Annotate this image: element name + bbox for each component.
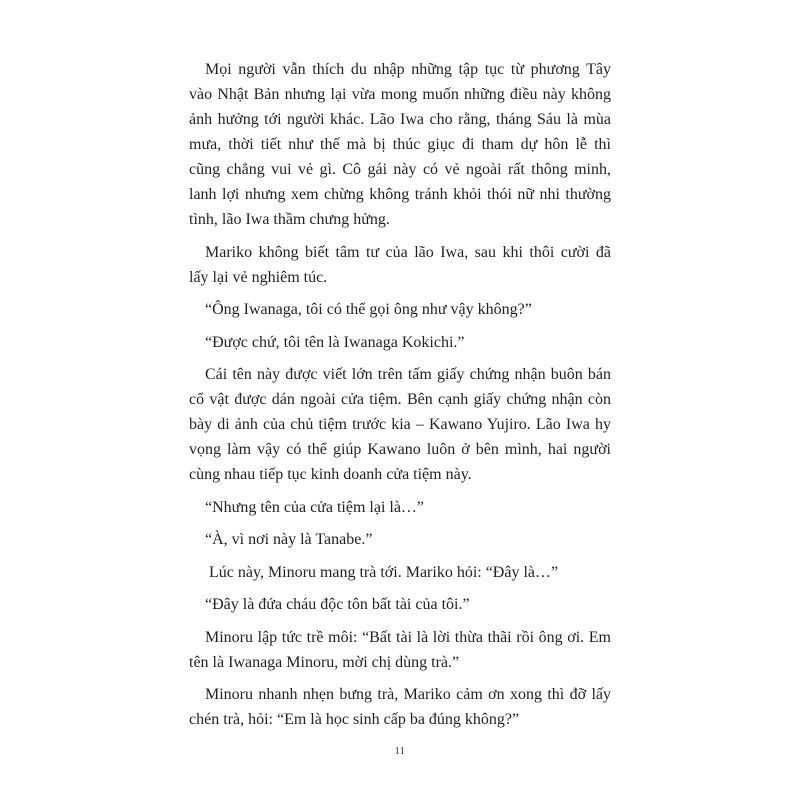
- paragraph-line: Minoru nhanh nhẹn bưng trà, Mariko cảm ơn xong thì đỡ lấy: [205, 686, 611, 703]
- paragraph-line: “Nhưng tên của cửa tiệm lại là…”: [205, 498, 425, 516]
- paragraph-line: “Được chứ, tôi tên là Iwanaga Kokichi.”: [205, 333, 465, 351]
- paragraph-line: vào Nhật Bản nhưng lại vừa mong muốn những điều này không: [189, 86, 611, 103]
- paragraph: [189, 362, 611, 487]
- paragraph-line: “Đây là đứa cháu độc tôn bất tài của tôi.”: [205, 596, 470, 613]
- paragraph-line: tên là Iwanaga Minoru, mời chị dùng trà.”: [189, 653, 460, 671]
- paragraph-line: bày di ảnh của chủ tiệm trước kia – Kawano Yujiro. Lão Iwa hy: [189, 416, 611, 433]
- paragraph-line: cổ vật được dán ngoài cửa tiệm. Bên cạnh giấy chứng nhận còn: [189, 391, 611, 408]
- body-text: [189, 57, 611, 732]
- dialogue-paragraph: [189, 330, 611, 355]
- paragraph-line: “Ông Iwanaga, tôi có thể gọi ông như vậy không?”: [205, 301, 532, 318]
- paragraph-line: Lúc này, Minoru mang trà tới. Mariko hỏi: “Đây là…”: [209, 563, 559, 581]
- dialogue-paragraph: [189, 592, 611, 617]
- page-number: 11: [394, 746, 406, 757]
- paragraph: [189, 57, 611, 232]
- paragraph-line: tình, lão Iwa thầm chưng hửng.: [189, 211, 390, 228]
- paragraph-line: cũng chẳng vui vẻ gì. Cô gái này có vẻ ngoài rất thông minh,: [189, 161, 611, 178]
- paragraph-line: “À, vì nơi này là Tanabe.”: [205, 531, 373, 548]
- paragraph-line: mưa, thời tiết như thế mà bị thúc giục đi tham dự hôn lễ thì: [189, 136, 611, 153]
- dialogue-paragraph: [189, 495, 611, 520]
- paragraph-line: lanh lợi nhưng xem chừng không tránh khỏi thói nữ nhi thường: [189, 186, 611, 203]
- dialogue-paragraph: [189, 297, 611, 322]
- paragraph-line: lấy lại vẻ nghiêm túc.: [189, 268, 328, 286]
- paragraph-line: Cái tên này được viết lớn trên tấm giấy chứng nhận buôn bán: [205, 366, 611, 383]
- paragraph-line: chén trà, hỏi: “Em là học sinh cấp ba đúng không?”: [189, 711, 520, 728]
- paragraph-line: ảnh hưởng tới người khác. Lão Iwa cho rằng, tháng Sáu là mùa: [189, 111, 611, 128]
- paragraph-line: vọng làm vậy có thể giúp Kawano luôn ở bên mình, hai người: [189, 441, 611, 458]
- paragraph: [189, 560, 611, 585]
- dialogue-paragraph: [189, 527, 611, 552]
- paragraph-line: Minoru lập tức trề môi: “Bất tài là lời thừa thãi rồi ông ơi. Em: [205, 628, 611, 646]
- paragraph: [189, 682, 611, 732]
- paragraph: [189, 625, 611, 675]
- paragraph-line: cùng nhau tiếp tục kinh doanh cửa tiệm này.: [189, 466, 472, 483]
- paragraph-line: Mọi người vẫn thích du nhập những tập tục từ phương Tây: [205, 61, 611, 78]
- paragraph: [189, 240, 611, 290]
- paragraph-line: Mariko không biết tâm tư của lão Iwa, sau khi thôi cười đã: [205, 243, 611, 261]
